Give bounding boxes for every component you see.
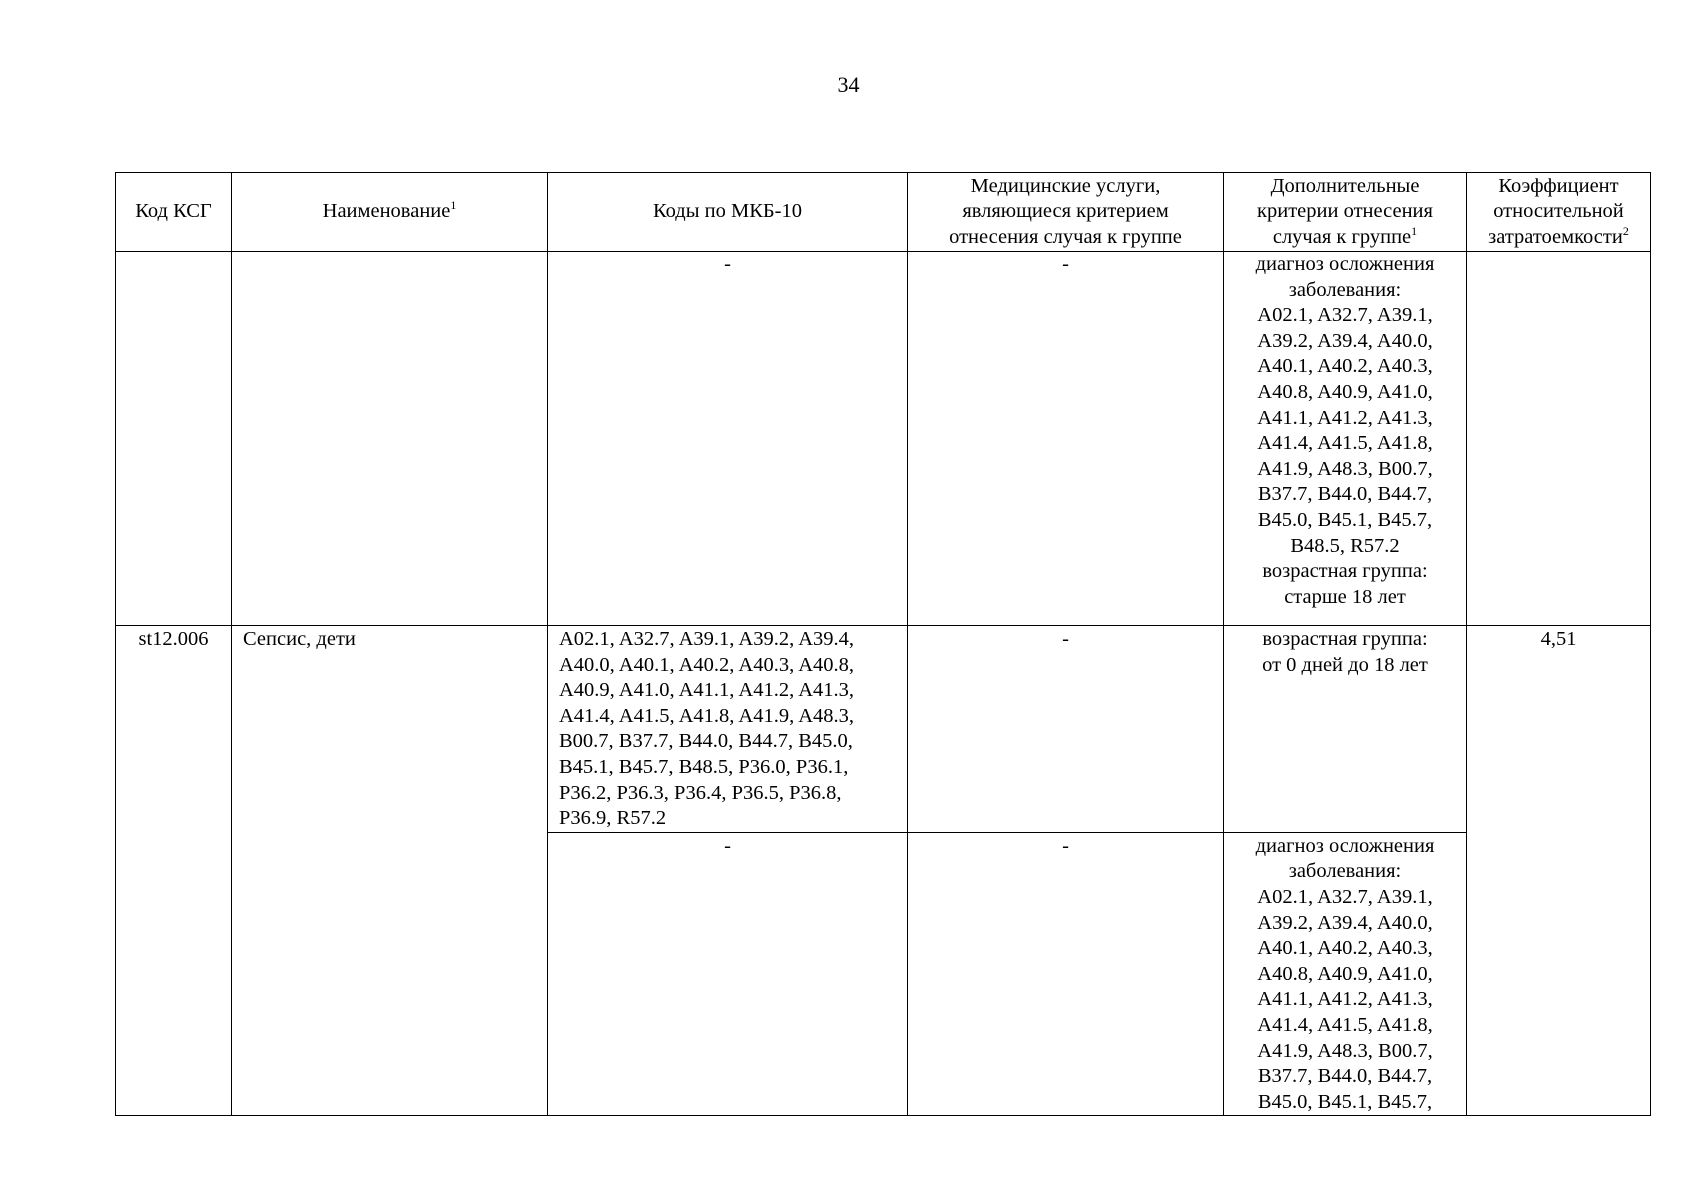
table-header-row xyxy=(116,173,1651,252)
cell-name xyxy=(232,252,548,626)
cell-code: st12.006 xyxy=(116,626,232,1116)
cell-mkb: - xyxy=(548,832,908,1116)
footnote-marker: 1 xyxy=(450,198,457,213)
header-code: Код КСГ xyxy=(116,173,232,252)
cell-mkb: - xyxy=(548,252,908,626)
header-criteria: Дополнительные критерии отнесения случая к группе$^1$ xyxy=(1224,173,1467,252)
cell-name: Сепсис, дети xyxy=(232,626,548,1116)
footnote-marker: 2 xyxy=(1622,223,1629,238)
header-coef: Коэффициент относительной затратоемкости$^2$ xyxy=(1467,173,1651,252)
table-row-st12-006 xyxy=(116,626,1651,833)
header-services: Медицинские услуги, являющиеся критерием отнесения случая к группе xyxy=(908,173,1224,252)
cell-criteria: возрастная группа: от 0 дней до 18 лет xyxy=(1224,626,1467,833)
cell-mkb: A02.1, A32.7, A39.1, A39.2, A39.4, A40.0, A40.1, A40.2, A40.3, A40.8, A40.9, A41.0, A41.1, A41.2, A41.3, A41.4, A41.5, A41.8, A41.9, A48.3, B00.7, B37.7, B44.0, B44.7, B45.0, B45.1, B45.7, B48.5, P36.0, P36.1, P36.2, P36.3, P36.4, P36.5, P36.8, P36.9, R57.2 xyxy=(548,626,908,833)
ksg-table xyxy=(115,172,1651,1116)
cell-services: - xyxy=(908,252,1224,626)
cell-services: - xyxy=(908,832,1224,1116)
page-number: 34 xyxy=(837,72,860,97)
cell-code xyxy=(116,252,232,626)
cell-criteria: диагноз осложнения заболевания: A02.1, A32.7, A39.1, A39.2, A39.4, A40.0, A40.1, A40.2, A40.3, A40.8, A40.9, A41.0, A41.1, A41.2, A41.3, A41.4, A41.5, A41.8, A41.9, A48.3, B00.7, B37.7, B44.0, B44.7, B45.0, B45.1, B45.7, xyxy=(1224,832,1467,1116)
header-name: Наименование$^1$ xyxy=(232,173,548,252)
cell-criteria: диагноз осложнения заболевания: A02.1, A32.7, A39.1, A39.2, A39.4, A40.0, A40.1, A40.2, A40.3, A40.8, A40.9, A41.0, A41.1, A41.2, A41.3, A41.4, A41.5, A41.8, A41.9, A48.3, B00.7, B37.7, B44.0, B44.7, B45.0, B45.1, B45.7, B48.5, R57.2 возрастная группа: старше 18 лет xyxy=(1224,252,1467,626)
table-row-continuation xyxy=(116,252,1651,626)
cell-coef: 4,51 xyxy=(1467,626,1651,1116)
cell-services: - xyxy=(908,626,1224,833)
footnote-marker: 1 xyxy=(1411,223,1418,238)
header-mkb: Коды по МКБ-10 xyxy=(548,173,908,252)
cell-coef xyxy=(1467,252,1651,626)
